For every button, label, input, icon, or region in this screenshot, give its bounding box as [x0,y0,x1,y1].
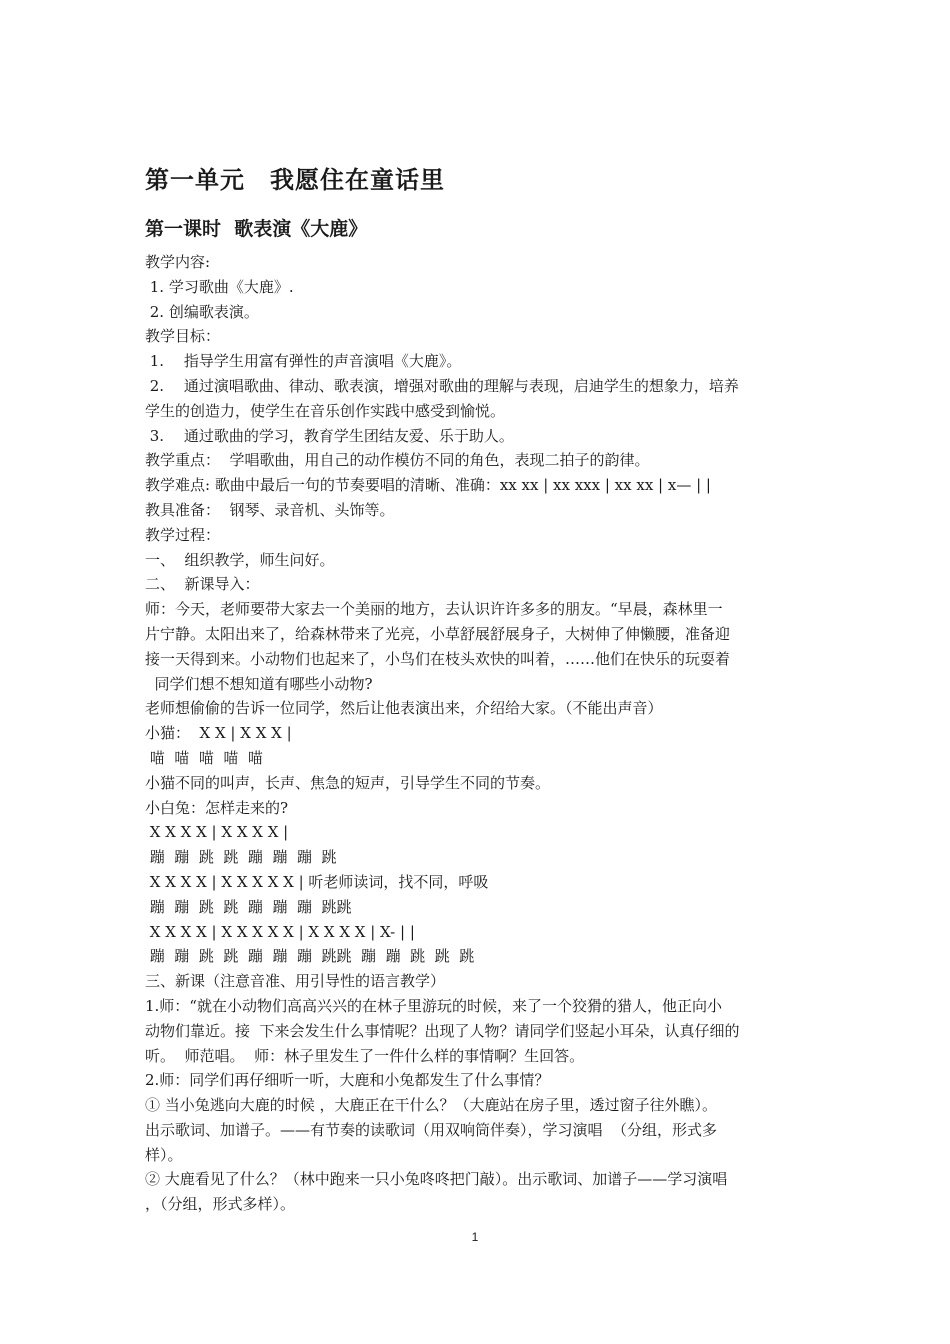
text-line: 小猫不同的叫声，长声、焦急的短声，引导学生不同的节奏。 [145,773,551,792]
text-line: 3. 通过歌曲的学习，教育学生团结友爱、乐于助人。 [145,426,514,445]
text-line: 老师想偷偷的告诉一位同学，然后让他表演出来，介绍给大家。（不能出声音） [145,699,663,718]
text-line: 动物们靠近。接 下来会发生什么事情呢？出现了人物？请同学们竖起小耳朵，认真仔细的 [145,1021,740,1040]
text-line: 样）。 [145,1145,183,1164]
text-line: 蹦 蹦 跳 跳 蹦 蹦 蹦 跳 [145,848,337,867]
text-line: 小白兔：怎样走来的? [145,798,289,817]
text-line: 教具准备： 钢琴、录音机、头饰等。 [145,500,395,519]
text-line: 教学难点: 歌曲中最后一句的节奏要唱的清晰、准确：xx xx | xx xxx | xx xx | x— | | [145,476,711,495]
text-line: 1. 指导学生用富有弹性的声音演唱《大鹿》。 [145,352,462,371]
text-line: X X X X | X X X X X | 听老师读词，找不同，呼吸 [145,872,489,891]
text-line: ② 大鹿看见了什么？（林中跑来一只小兔咚咚把门敲）。出示歌词、加谱子——学习演唱 [145,1170,728,1189]
text-line: X X X X | X X X X | [145,823,289,842]
unit-title: 第一单元 我愿住在童话里 [145,165,445,194]
text-line: 二、 新课导入： [145,575,260,594]
text-line: 一、 组织教学，师生问好。 [145,550,335,569]
text-line: 2.师：同学们再仔细听一听，大鹿和小兔都发生了什么事情？ [145,1071,550,1090]
text-line: X X X X | X X X X X | X X X X | X- | | [145,922,415,941]
text-line: 接一天得到来。小动物们也起来了，小鸟们在枝头欢快的叫着，……他们在快乐的玩耍着 [145,649,731,668]
document-body [145,250,810,1217]
text-line: 师：今天，老师要带大家去一个美丽的地方，去认识许许多多的朋友。“早晨，森林里一 [145,600,723,619]
lesson-title: 第一课时 歌表演《大鹿》 [145,218,368,240]
page-number: 1 [471,1230,479,1244]
text-line: 1. 学习歌曲《大鹿》. [145,277,294,296]
text-line: 2. 通过演唱歌曲、律动、歌表演，增强对歌曲的理解与表现，启迪学生的想象力，培养 [145,376,739,395]
text-line: 喵 喵 喵 喵 喵 [145,748,263,767]
text-line: 教学过程： [145,525,221,544]
text-line: 教学重点： 学唱歌曲，用自己的动作模仿不同的角色，表现二拍子的韵律。 [145,451,650,470]
text-line: 1.师：“就在小动物们高高兴兴的在林子里游玩的时候，来了一个狡猾的猎人，他正向小 [145,996,722,1015]
text-line: 同学们想不想知道有哪些小动物? [145,674,373,693]
text-line: 学生的创造力，使学生在音乐创作实践中感受到愉悦。 [145,401,506,420]
text-line: 听。 师范唱。 师：林子里发生了一件什么样的事情啊？生回答。 [145,1046,585,1065]
text-line: 蹦 蹦 跳 跳 蹦 蹦 蹦 跳跳 蹦 蹦 跳 跳 跳 [145,947,475,966]
text-line: 蹦 蹦 跳 跳 蹦 蹦 蹦 跳跳 [145,897,352,916]
text-line: 小猫： X X | X X X | [145,724,292,743]
text-line: 教学目标： [145,327,221,346]
text-line: 三、新课（注意音准、用引导性的语言教学） [145,972,446,991]
text-line: 教学内容: [145,253,211,271]
text-line: 出示歌词、加谱子。——有节奏的读歌词（用双响筒伴奏），学习演唱 （分组，形式多 [145,1120,718,1139]
text-line: ① 当小兔逃向大鹿的时候 ，大鹿正在干什么？（大鹿站在房子里，透过窗子往外瞧）。 [145,1096,718,1115]
text-line: ，（分组，形式多样）。 [145,1195,296,1214]
text-line: 2. 创编歌表演。 [145,302,259,321]
text-line: 片宁静。太阳出来了，给森林带来了光亮，小草舒展舒展身子，大树伸了伸懒腰，准备迎 [145,624,731,643]
